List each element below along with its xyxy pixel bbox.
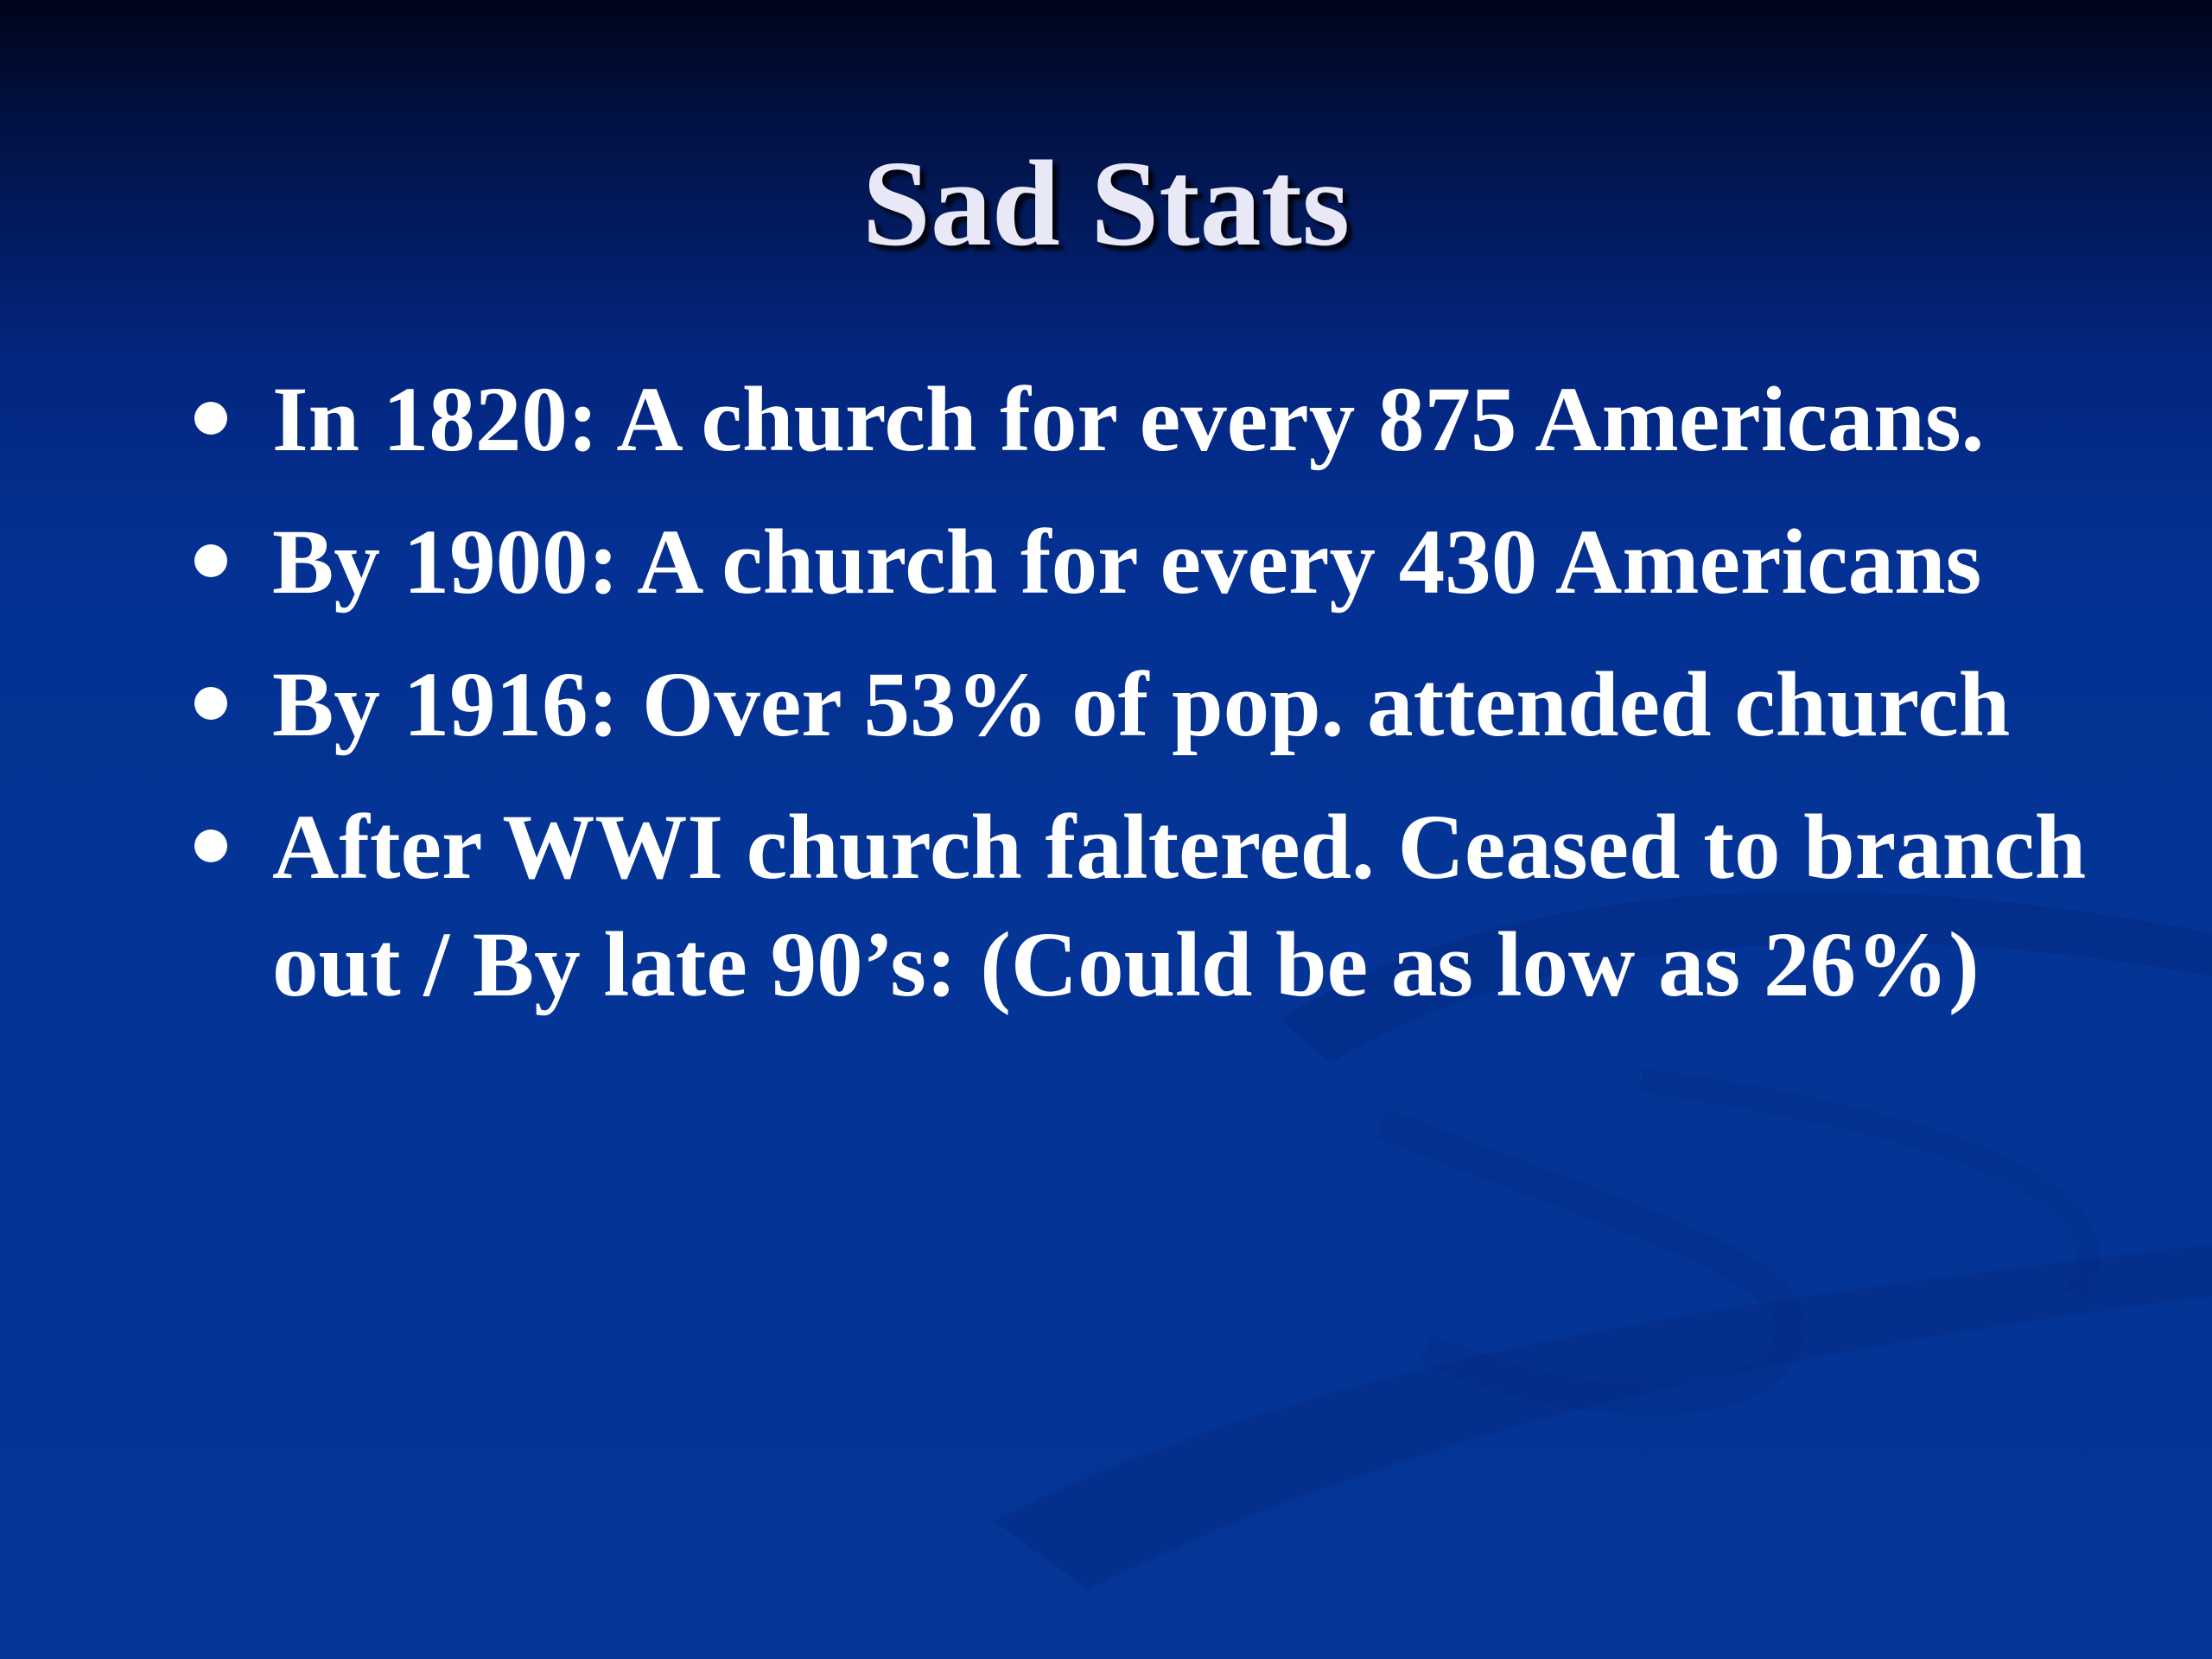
swirl-curve xyxy=(1642,1080,2088,1296)
swirl-band-lower xyxy=(994,1244,2212,1590)
bullet-text: After WWI church faltered. Ceased to branch out / By late 90’s: (Could be as low as 26%) xyxy=(272,797,2087,1016)
bullet-list xyxy=(0,361,2212,1049)
bullet-dot-icon xyxy=(194,687,227,720)
bullet-item-1900 xyxy=(0,504,2130,621)
bullet-dot-icon xyxy=(194,544,227,577)
bullet-item-1916 xyxy=(0,646,2130,764)
bullet-item-1820 xyxy=(0,361,2130,479)
bullet-text: By 1916: Over 53% of pop. attended church xyxy=(272,654,2011,756)
bullet-text: By 1900: A church for every 430 Americans xyxy=(272,512,1982,613)
slide-title: Sad Stats xyxy=(861,135,1351,271)
bullet-text: In 1820: A church for every 875 Americans. xyxy=(272,369,1985,471)
bullet-dot-icon xyxy=(194,402,227,435)
swirl-loop xyxy=(1382,1123,1790,1400)
bullet-dot-icon xyxy=(194,830,227,862)
bullet-item-after-wwi xyxy=(0,789,2130,1024)
